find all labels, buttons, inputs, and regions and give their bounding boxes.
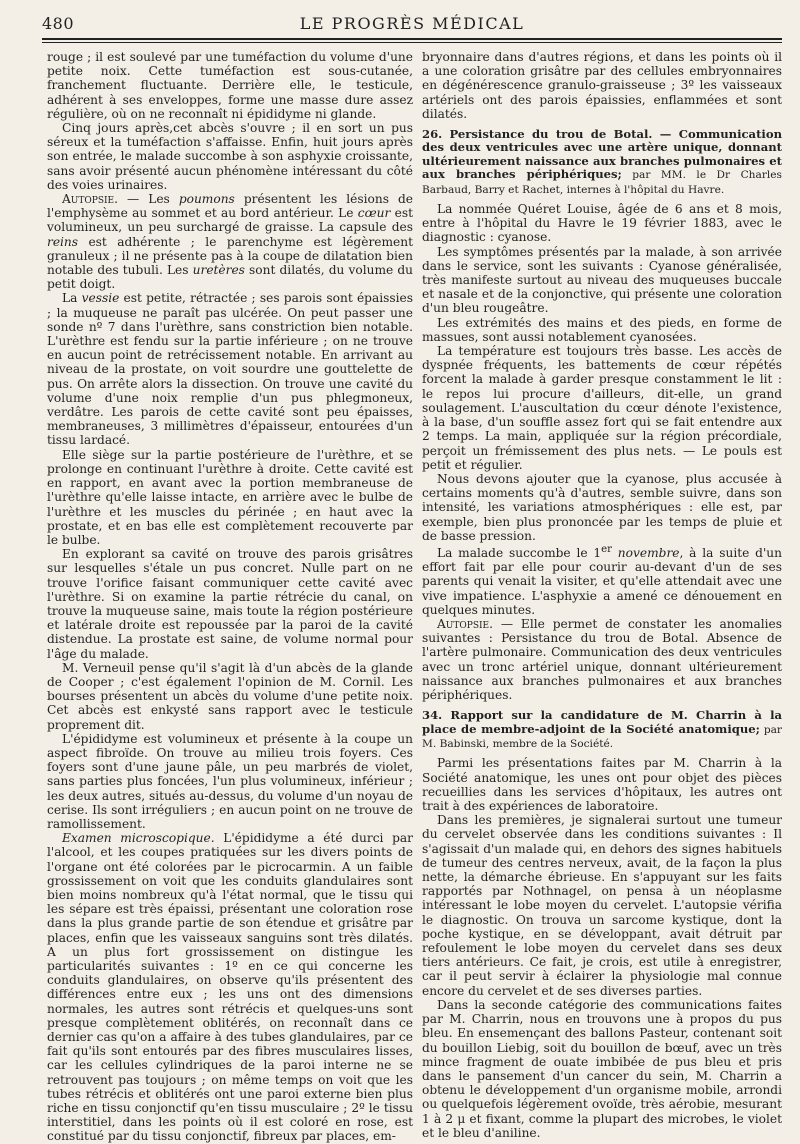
right-column: [422, 50, 782, 1140]
paragraph: La température est toujours très basse. Les accès de dyspnée fréquents, les battements de cœur répétés forcent la malade à garder presque constamment le lit : le repos lui procure d'ailleurs, dit-elle, un grand soulagement. L'auscultation du cœur dénote l'existence, à la base, d'un souffle assez fort qui se fait entendre aux 2 temps. La main, appliquée sur la région précordiale, perçoit un frémissement des plus nets. — Le pouls est petit et régulier.: [422, 344, 782, 472]
paragraph: L'épididyme est volumineux et présente à la coupe un aspect fibroïde. On trouve au milieu trois foyers. Ces foyers sont d'une jaune pâle, un peu marbrés de violet, sans parties plus foncées, l'un plus volumineux, inférieur ; les deux autres, situés au-dessus, du volume d'un noyau de cerise. Ils sont irréguliers ; en aucun point on ne trouve de ramollissement.: [47, 731, 413, 831]
header-rule-thick: [42, 38, 782, 40]
paragraph: Dans les premières, je signalerai surtout une tumeur du cervelet observée dans les conditions suivantes : Il s'agissait d'un malade qui, en dehors des signes habituels de tumeur des centres nerveux, avait, de la façon la plus nette, la démarche ébrieuse. En s'appuyant sur les faits rapportés par Nothnagel, on pensa à un néoplasme intéressant le lobe moyen du cervelet. L'autopsie vérifia le diagnostic. On trouva un sarcome kystique, dont la poche kystique, en se développant, avait détruit par refoulement le lobe moyen du cervelet dans ses deux tiers antérieurs. Ce fait, je crois, est utile à enregistrer, car il peut servir à éclairer la physiologie mal connue encore du cervelet et de ses diverses parties.: [422, 813, 782, 998]
paragraph: Dans la seconde catégorie des communications faites par M. Charrin, nous en trouvons une à propos du pus bleu. En ensemençant des ballons Pasteur, contenant soit du bouillon Liebig, soit du bouillon de bœuf, avec un très mince fragment de ouate imbibée de pus bleu et pris dans le pansement d'un cancer du sein, M. Charrin a obtenu le développement d'un organisme mobile, arrondi ou quelquefois légèrement ovoïde, très aérobie, mesurant 1 à 2 μ et fixant, comme la plupart des microbes, le violet et le bleu d'aniline.: [422, 997, 782, 1140]
paragraph: La malade succombe le 1er novembre, à la suite d'un effort fait par elle pour courir au-devant d'un de ses parents qui venait la visiter, et qu'elle attendait avec une vive impatience. L'asphyxie a amené ce dénouement en quelques minutes.: [422, 543, 782, 617]
paragraph: Cinq jours après,cet abcès s'ouvre ; il en sort un pus séreux et la tuméfaction s'affaisse. Enfin, huit jours après son entrée, le malade succombe à son asphyxie croissante, sans avoir présenté aucun phénomène intéressant du côté des voies urinaires.: [47, 121, 413, 192]
section-label: Examen microscopique.: [62, 831, 215, 846]
article-title: 34. Rapport sur la candidature de M. Charrin à la place de membre-adjoint de la Société anatomique;: [422, 708, 782, 736]
paragraph: Les symptômes présentés par la malade, à son arrivée dans le service, sont les suivants : Cyanose généralisée, très manifeste surtout au niveau des muqueuses buccale et nasale et de la conjonctive, qui présente une coloration d'un bleu rougeâtre.: [422, 244, 782, 316]
left-column: [47, 50, 414, 1144]
paragraph: Examen microscopique. L'épididyme a été durci par l'alcool, et les coupes pratiquées sur les divers points de l'organe ont été colorées par le picrocarmin. A un faible grossissement on voit que les conduits glandulaires sont bien moins nombreux qu'à l'état normal, que le tissu qui les sépare est très épaissi, présentant une coloration rose dans la plus grande partie de son étendue et grisâtre par places, enfin que les vaisseaux sanguins sont très dilatés. A un plus fort grossissement on distingue les particularités suivantes : 1º en ce qui concerne les conduits glandulaires, on observe qu'ils présentent des différences entre eux ; les uns ont des dimensions normales, les autres sont rétrécis et quelques-uns sont presque complètement oblitérés, on reconnaît dans ce dernier cas qu'on a affaire à des tubes glandulaires, par ce fait qu'ils sont entourés par des fibres musculaires lisses, car les cellules cylindriques de la paroi interne ne se retrouvent pas toujours ; on même temps on voit que les tubes rétrécis et oblitérés ont une paroi externe bien plus riche en tissu conjonctif qu'en tissu musculaire ; 2º le tissu interstitiel, dans les points où il est coloré en rose, est constitué par du tissu conjonctif, fibreux par places, em-: [47, 831, 413, 1144]
article-authors: par MM. le Dr Charles Barbaud, Barry et Rachet, internes à l'hôpital du Havre.: [422, 169, 782, 196]
page-number: 480: [42, 14, 75, 33]
section-label: Autopsie.: [62, 192, 118, 207]
header-rule-thin: [42, 42, 782, 43]
paragraph: Parmi les présentations faites par M. Charrin à la Société anatomique, les unes ont pour objet des pièces recueillies dans les services d'hôpitaux, les autres ont trait à des expériences de laboratoire.: [422, 756, 782, 814]
article-authors: par M. Babinski, membre de la Société.: [422, 723, 782, 751]
journal-title: LE PROGRÈS MÉDICAL: [299, 14, 525, 33]
page-header: [42, 14, 782, 36]
article-heading: [422, 128, 782, 197]
paragraph: En explorant sa cavité on trouve des parois grisâtres sur lesquelles s'étale un pus concret. Nulle part on ne trouve l'orifice faisant communiquer cette cavité avec l'urèthre. Si on examine la partie rétrécie du canal, on trouve la muqueuse saine, mais toute la région postérieure et latérale droite est repoussée par la paroi de la cavité distendue. La prostate est saine, de volume normal pour l'âge du malade.: [47, 547, 413, 661]
paragraph: Les extrémités des mains et des pieds, en forme de massues, sont aussi notablement cyanosées.: [422, 315, 782, 344]
paragraph: bryonnaire dans d'autres régions, et dans les points où il a une coloration grisâtre par des cellules embryonnaires en dégénérescence granulo-graisseuse ; 3º les vaisseaux artériels ont des parois épaissies, enflammées et sont dilatés.: [422, 50, 782, 121]
section-label: Autopsie.: [437, 617, 493, 631]
paragraph: Elle siège sur la partie postérieure de l'urèthre, et se prolonge en continuant l'urèthre à droite. Cette cavité est en rapport, en avant avec la portion membraneuse de l'urèthre qu'elle laisse intacte, en arrière avec le bulbe de l'urèthre et les muscles du périnée ; en haut avec la prostate, et en bas elle est complètement recouverte par le bulbe.: [47, 447, 413, 547]
article-title: 26. Persistance du trou de Botal. — Communication des deux ventricules avec une artère unique, donnant ultérieurement naissance aux branches pulmonaires et aux branches périphériques;: [422, 127, 782, 182]
paragraph: M. Verneuil pense qu'il s'agit là d'un abcès de la glande de Cooper ; c'est également l'opinion de M. Cornil. Les bourses présentent un abcès du volume d'une petite noix. Cet abcès est enkysté sans rapport avec le testicule proprement dit.: [47, 660, 413, 732]
paragraph: Autopsie. — Les poumons présentent les lésions de l'emphysème au sommet et au bord antérieur. Le cœur est volumineux, un peu surchargé de graisse. La capsule des reins est adhérente ; le parenchyme est légèrement granuleux ; il ne présente pas à la coupe de dilatation bien notable des tubuli. Les uretères sont dilatés, du volume du petit doigt.: [47, 192, 414, 292]
paragraph: Autopsie. — Elle permet de constater les anomalies suivantes : Persistance du trou de Botal. Absence de l'artère pulmonaire. Communication des deux ventricules avec un tronc artériel unique, donnant ultérieurement naissance aux branches pulmonaires et aux branches périphériques.: [422, 617, 782, 703]
paragraph: La nommée Quéret Louise, âgée de 6 ans et 8 mois, entre à l'hôpital du Havre le 19 février 1883, avec le diagnostic : cyanose.: [422, 202, 782, 245]
paragraph: Nous devons ajouter que la cyanose, plus accusée à certains moments qu'à d'autres, semble suivre, dans son intensité, les variations atmosphériques : elle est, par exemple, bien plus prononcée par les temps de pluie et de basse pression.: [422, 471, 782, 543]
paragraph: La vessie est petite, rétractée ; ses parois sont épaissies ; la muqueuse ne paraît pas ulcérée. On peut passer une sonde nº 7 dans l'urèthre, sans constriction bien notable. L'urèthre est fendu sur la partie inférieure ; on ne trouve en aucun point de retrécissement notable. En arrivant au niveau de la prostate, on voit sourdre une gouttelette de pus. On arrête alors la dissection. On trouve une cavité du volume d'une noix remplie d'un pus phlegmoneux, verdâtre. Les parois de cette cavité sont peu épaisses, membraneuses, 3 millimètres d'épaisseur, entourées d'un tissu lardacé.: [47, 291, 414, 448]
article-heading: [422, 709, 782, 751]
paragraph: rouge ; il est soulevé par une tuméfaction du volume d'une petite noix. Cette tuméfaction est sous-cutanée, franchement fluctuante. Derrière elle, le testicule, adhérent à ses enveloppes, forme une masse dure assez régulière, où on ne reconnaît ni épididyme ni glande.: [47, 50, 413, 121]
